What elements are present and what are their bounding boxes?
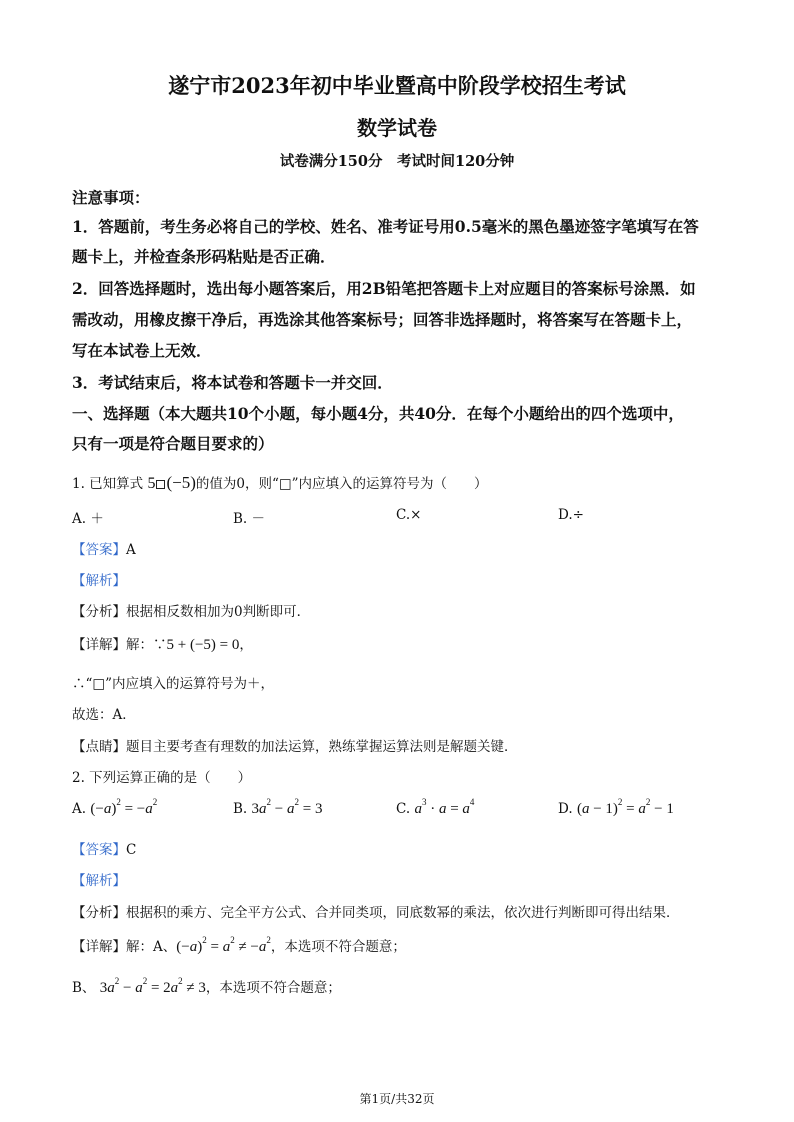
q2-detail-b: B、 $3a^2 - a^2 = 2a^2 \ne 3$，本选项不符合题意； (72, 976, 341, 996)
q1-comment: 【点睛】题目主要考查有理数的加法运算，熟练掌握运算法则是解题关键． (72, 739, 518, 755)
q2-stem: 2. 下列运算正确的是（ ） (72, 770, 252, 786)
notice-item-1a: 1．答题前，考生务必将自己的学校、姓名、准考证号用0.5毫米的黑色墨迹签字笔填写在答 (72, 217, 699, 236)
q1-option-a: A. ＋ (72, 511, 104, 527)
notice-heading: 注意事项： (72, 188, 150, 207)
notice-item-1b: 题卡上，并检查条形码粘贴是否正确． (72, 247, 336, 266)
section1-heading-1: 一、选择题（本大题共10个小题，每小题4分，共40分．在每个小题给出的四个选项中， (72, 404, 684, 423)
notice-item-3: 3．考试结束后，将本试卷和答题卡一并交回． (72, 373, 393, 392)
q1-choose: 故选：A． (72, 707, 136, 723)
q1-stem: 1. 已知算式 5 (−5)的值为0，则“□”内应填入的运算符号为（ ） (72, 473, 488, 492)
q2-option-c: C. $a^3 \cdot a = a^4$ (396, 797, 475, 817)
exam-title: 遂宁市2023年初中毕业暨高中阶段学校招生考试 (168, 73, 626, 98)
q1-fenxi: 【分析】根据相反数相加为0判断即可． (72, 604, 311, 620)
section1-heading-2: 只有一项是符合题目要求的） (72, 434, 274, 453)
q1-option-d: D.÷ (558, 507, 584, 523)
exam-subtitle: 数学试卷 (357, 116, 437, 140)
q1-therefore: ∴“□”内应填入的运算符号为＋， (72, 676, 275, 692)
q2-option-b: B. $3a^2 - a^2 = 3$ (233, 797, 323, 817)
blank-box-icon (156, 480, 165, 489)
notice-item-2c: 写在本试卷上无效． (72, 341, 212, 360)
page-number: 第1页/共32页 (359, 1092, 435, 1106)
q2-detail-a: 【详解】解：A、$(-a)^2 = a^2 \ne -a^2$，本选项不符合题意； (72, 935, 406, 955)
q1-answer: 【答案】A (72, 542, 136, 558)
q1-detail: 【详解】解：∵5 + (−5) = 0， (72, 637, 253, 653)
q2-analysis-label: 【解析】 (72, 873, 126, 889)
q1-option-b: B. － (233, 511, 266, 527)
notice-item-2b: 需改动，用橡皮擦干净后，再选涂其他答案标号；回答非选择题时，将答案写在答题卡上， (72, 310, 693, 329)
q1-analysis-label: 【解析】 (72, 573, 126, 589)
q1-option-c: C.× (396, 507, 422, 523)
q2-option-d: D. $(a - 1)^2 = a^2 - 1$ (558, 797, 674, 817)
q2-fenxi: 【分析】根据积的乘方、完全平方公式、合并同类项，同底数幂的乘法，依次进行判断即可得出结果． (72, 905, 680, 921)
exam-meta: 试卷满分150分 考试时间120分钟 (279, 153, 515, 170)
q2-option-a: A. $(-a)^2 = -a^2$ (72, 797, 158, 817)
q2-answer: 【答案】C (72, 842, 137, 858)
notice-item-2a: 2．回答选择题时，选出每小题答案后，用2B铅笔把答题卡上对应题目的答案标号涂黑．如 (72, 279, 696, 298)
